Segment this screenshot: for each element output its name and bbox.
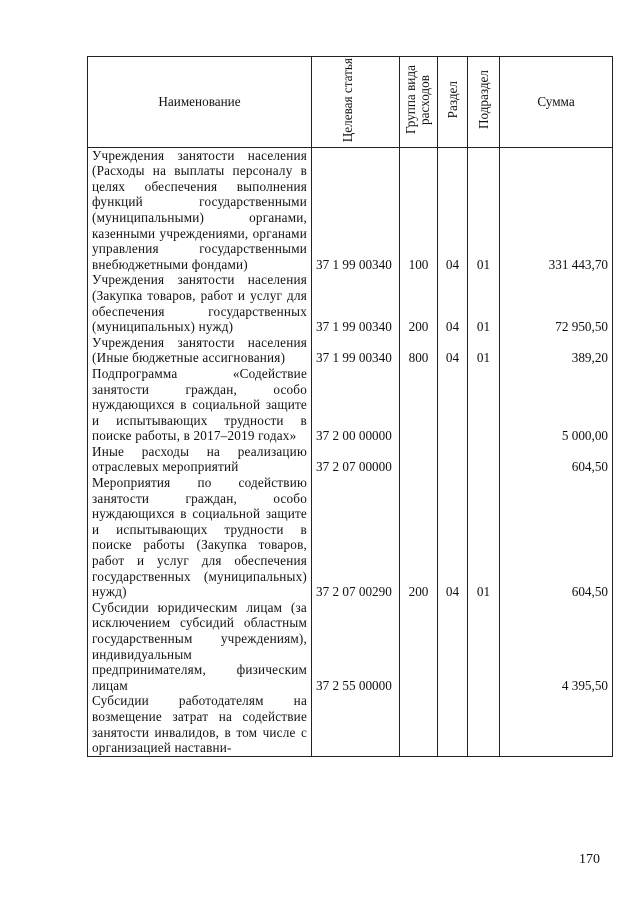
row-name: Учреждения занятости населения (Расходы на выплаты персоналу в целях обеспечения выполнения функций государственными (муниципальными) органами, казенными учреждениями, органами управления государственными внебюджетными фондами) <box>88 147 312 272</box>
row-subsection: 01 <box>468 335 500 366</box>
row-section <box>438 366 468 444</box>
page-number: 170 <box>579 852 600 867</box>
row-sum: 5 000,00 <box>500 366 613 444</box>
row-sum: 331 443,70 <box>500 147 613 272</box>
header-expense-group: Группа вида расходов <box>400 57 438 148</box>
row-name: Мероприятия по содействию занятости граждан, особо нуждающихся в социальной защите и испытывающих трудности в поиске работы (Закупка товаров, работ и услуг для обеспечения государственных (муниципальных) нужд) <box>88 475 312 600</box>
row-section <box>438 600 468 694</box>
row-subsection: 01 <box>468 475 500 600</box>
header-section: Раздел <box>438 57 468 148</box>
row-subsection: 01 <box>468 147 500 272</box>
row-group <box>400 444 438 475</box>
row-name: Субсидии работодателям на возмещение затрат на содействие занятости инвалидов, в том числе с организацией наставни- <box>88 693 312 756</box>
row-name: Подпрограмма «Содействие занятости граждан, особо нуждающихся в социальной защите и испытывающих трудности в поиске работы, в 2017–2019 годах» <box>88 366 312 444</box>
table-row <box>88 475 613 600</box>
table-row <box>88 272 613 334</box>
budget-table <box>87 56 613 757</box>
row-code: 37 2 00 00000 <box>312 366 400 444</box>
row-subsection <box>468 600 500 694</box>
row-group <box>400 366 438 444</box>
table-row <box>88 147 613 272</box>
row-name: Субсидии юридическим лицам (за исключением субсидий областным государственным учреждениям), индивидуальным предпринимателям, физическим лицам <box>88 600 312 694</box>
row-subsection <box>468 444 500 475</box>
row-code: 37 2 07 00290 <box>312 475 400 600</box>
row-group <box>400 693 438 756</box>
row-section <box>438 444 468 475</box>
row-group <box>400 600 438 694</box>
row-name: Иные расходы на реализацию отраслевых мероприятий <box>88 444 312 475</box>
table-row <box>88 366 613 444</box>
row-section: 04 <box>438 475 468 600</box>
row-code <box>312 693 400 756</box>
row-sum <box>500 693 613 756</box>
row-sum: 604,50 <box>500 444 613 475</box>
table-header-row <box>88 57 613 148</box>
row-section: 04 <box>438 335 468 366</box>
row-code: 37 2 55 00000 <box>312 600 400 694</box>
header-name: Наименование <box>88 57 312 148</box>
row-section: 04 <box>438 272 468 334</box>
row-subsection <box>468 366 500 444</box>
header-sum: Сумма <box>500 57 613 148</box>
row-sum: 389,20 <box>500 335 613 366</box>
table-row <box>88 444 613 475</box>
header-subsection: Подраздел <box>468 57 500 148</box>
row-code: 37 2 07 00000 <box>312 444 400 475</box>
table-row <box>88 600 613 694</box>
row-sum: 604,50 <box>500 475 613 600</box>
row-sum: 72 950,50 <box>500 272 613 334</box>
row-group: 800 <box>400 335 438 366</box>
table-row <box>88 335 613 366</box>
row-group: 200 <box>400 475 438 600</box>
row-section <box>438 693 468 756</box>
header-target-article: Целевая статья <box>312 57 400 148</box>
row-name: Учреждения занятости населения (Иные бюджетные ассигнования) <box>88 335 312 366</box>
table-row <box>88 693 613 756</box>
row-section: 04 <box>438 147 468 272</box>
row-code: 37 1 99 00340 <box>312 147 400 272</box>
row-code: 37 1 99 00340 <box>312 272 400 334</box>
row-sum: 4 395,50 <box>500 600 613 694</box>
row-group: 100 <box>400 147 438 272</box>
row-subsection <box>468 693 500 756</box>
row-subsection: 01 <box>468 272 500 334</box>
row-group: 200 <box>400 272 438 334</box>
row-name: Учреждения занятости населения (Закупка товаров, работ и услуг для обеспечения государственных (муниципальных) нужд) <box>88 272 312 334</box>
row-code: 37 1 99 00340 <box>312 335 400 366</box>
